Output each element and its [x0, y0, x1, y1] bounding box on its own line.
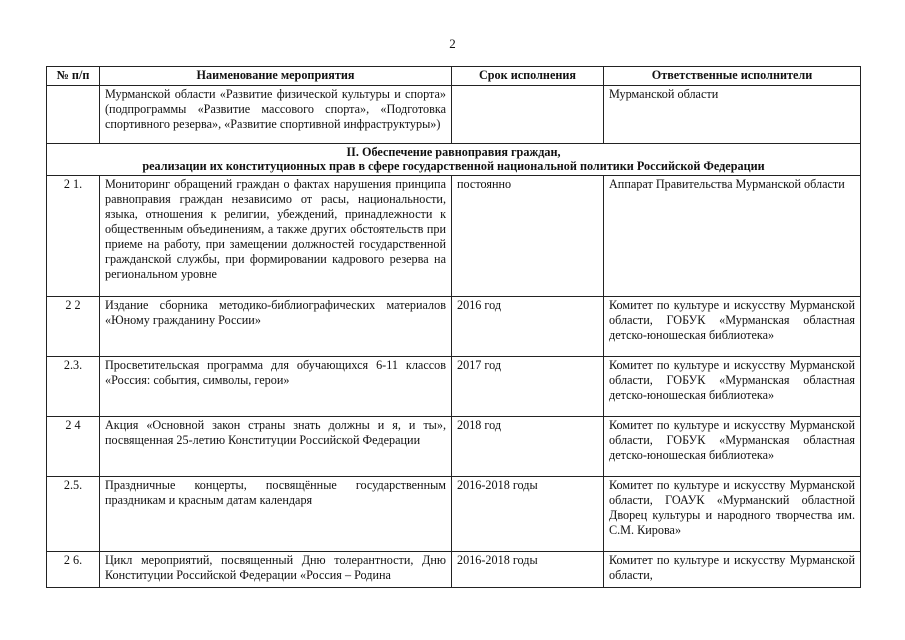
cell-num: 2.5. — [47, 477, 100, 552]
table-row — [47, 297, 861, 357]
header-responsible: Ответственные исполнители — [604, 67, 861, 86]
cell-term: постоянно — [452, 176, 604, 297]
cell-term: 2016-2018 годы — [452, 477, 604, 552]
header-num: № п/п — [47, 67, 100, 86]
cell-responsible: Аппарат Правительства Мурманской области — [604, 176, 861, 297]
cell-name: Мурманской области «Развитие физической культуры и спорта» (подпрограммы «Развитие массового спорта», «Подготовка спортивного резерва», «Развитие спортивной инфраструктуры») — [100, 86, 452, 144]
cell-name: Просветительская программа для обучающихся 6-11 классов «Россия: события, символы, герои» — [100, 357, 452, 417]
cell-responsible: Комитет по культуре и искусству Мурманской области, ГОБУК «Мурманская областная детско-юношеская библиотека» — [604, 417, 861, 477]
cell-term: 2017 год — [452, 357, 604, 417]
section-header-row — [47, 144, 861, 176]
cell-num: 2 1. — [47, 176, 100, 297]
section-title-line1: II. Обеспечение равноправия граждан, — [346, 145, 561, 159]
cell-responsible: Комитет по культуре и искусству Мурманской области, ГОБУК «Мурманская областная детско-юношеская библиотека» — [604, 297, 861, 357]
table-row — [47, 176, 861, 297]
cell-responsible: Мурманской области — [604, 86, 861, 144]
cell-num: 2 4 — [47, 417, 100, 477]
cell-name: Мониторинг обращений граждан о фактах нарушения принципа равноправия граждан независимо от расы, национальности, языка, отношения к религии, убеждений, принадлежности к общественным объединениям, а также других обстоятельств при приеме на работу, при замещении должностей государственной гражданской службы, при формировании кадрового резерва на региональном уровне — [100, 176, 452, 297]
header-name: Наименование мероприятия — [100, 67, 452, 86]
cell-responsible: Комитет по культуре и искусству Мурманской области, — [604, 552, 861, 588]
cell-responsible: Комитет по культуре и искусству Мурманской области, ГОАУК «Мурманский областной Дворец культуры и народного творчества им. С.М. Кирова» — [604, 477, 861, 552]
section-title-line2: реализации их конституционных прав в сфере государственной национальной политики Российской Федерации — [142, 159, 765, 173]
cell-name: Праздничные концерты, посвящённые государственным праздникам и красным датам календаря — [100, 477, 452, 552]
events-table — [46, 66, 861, 588]
table-row — [47, 417, 861, 477]
cell-responsible: Комитет по культуре и искусству Мурманской области, ГОБУК «Мурманская областная детско-юношеская библиотека» — [604, 357, 861, 417]
cell-term: 2018 год — [452, 417, 604, 477]
table-row — [47, 477, 861, 552]
section-title — [47, 144, 861, 176]
cell-term: 2016 год — [452, 297, 604, 357]
cell-name: Издание сборника методико-библиографических материалов «Юному гражданину России» — [100, 297, 452, 357]
table-row — [47, 552, 861, 588]
cell-num: 2 6. — [47, 552, 100, 588]
cell-name: Акция «Основной закон страны знать должны и я, и ты», посвященная 25-летию Конституции Российской Федерации — [100, 417, 452, 477]
table-header-row — [47, 67, 861, 86]
cell-term: 2016-2018 годы — [452, 552, 604, 588]
cell-num: 2 2 — [47, 297, 100, 357]
cell-num — [47, 86, 100, 144]
cell-name: Цикл мероприятий, посвященный Дню толерантности, Дню Конституции Российской Федерации «Россия – Родина — [100, 552, 452, 588]
page-number: 2 — [449, 36, 456, 51]
table-row — [47, 357, 861, 417]
cell-term — [452, 86, 604, 144]
header-term: Срок исполнения — [452, 67, 604, 86]
cell-num: 2.3. — [47, 357, 100, 417]
continuation-row — [47, 86, 861, 144]
